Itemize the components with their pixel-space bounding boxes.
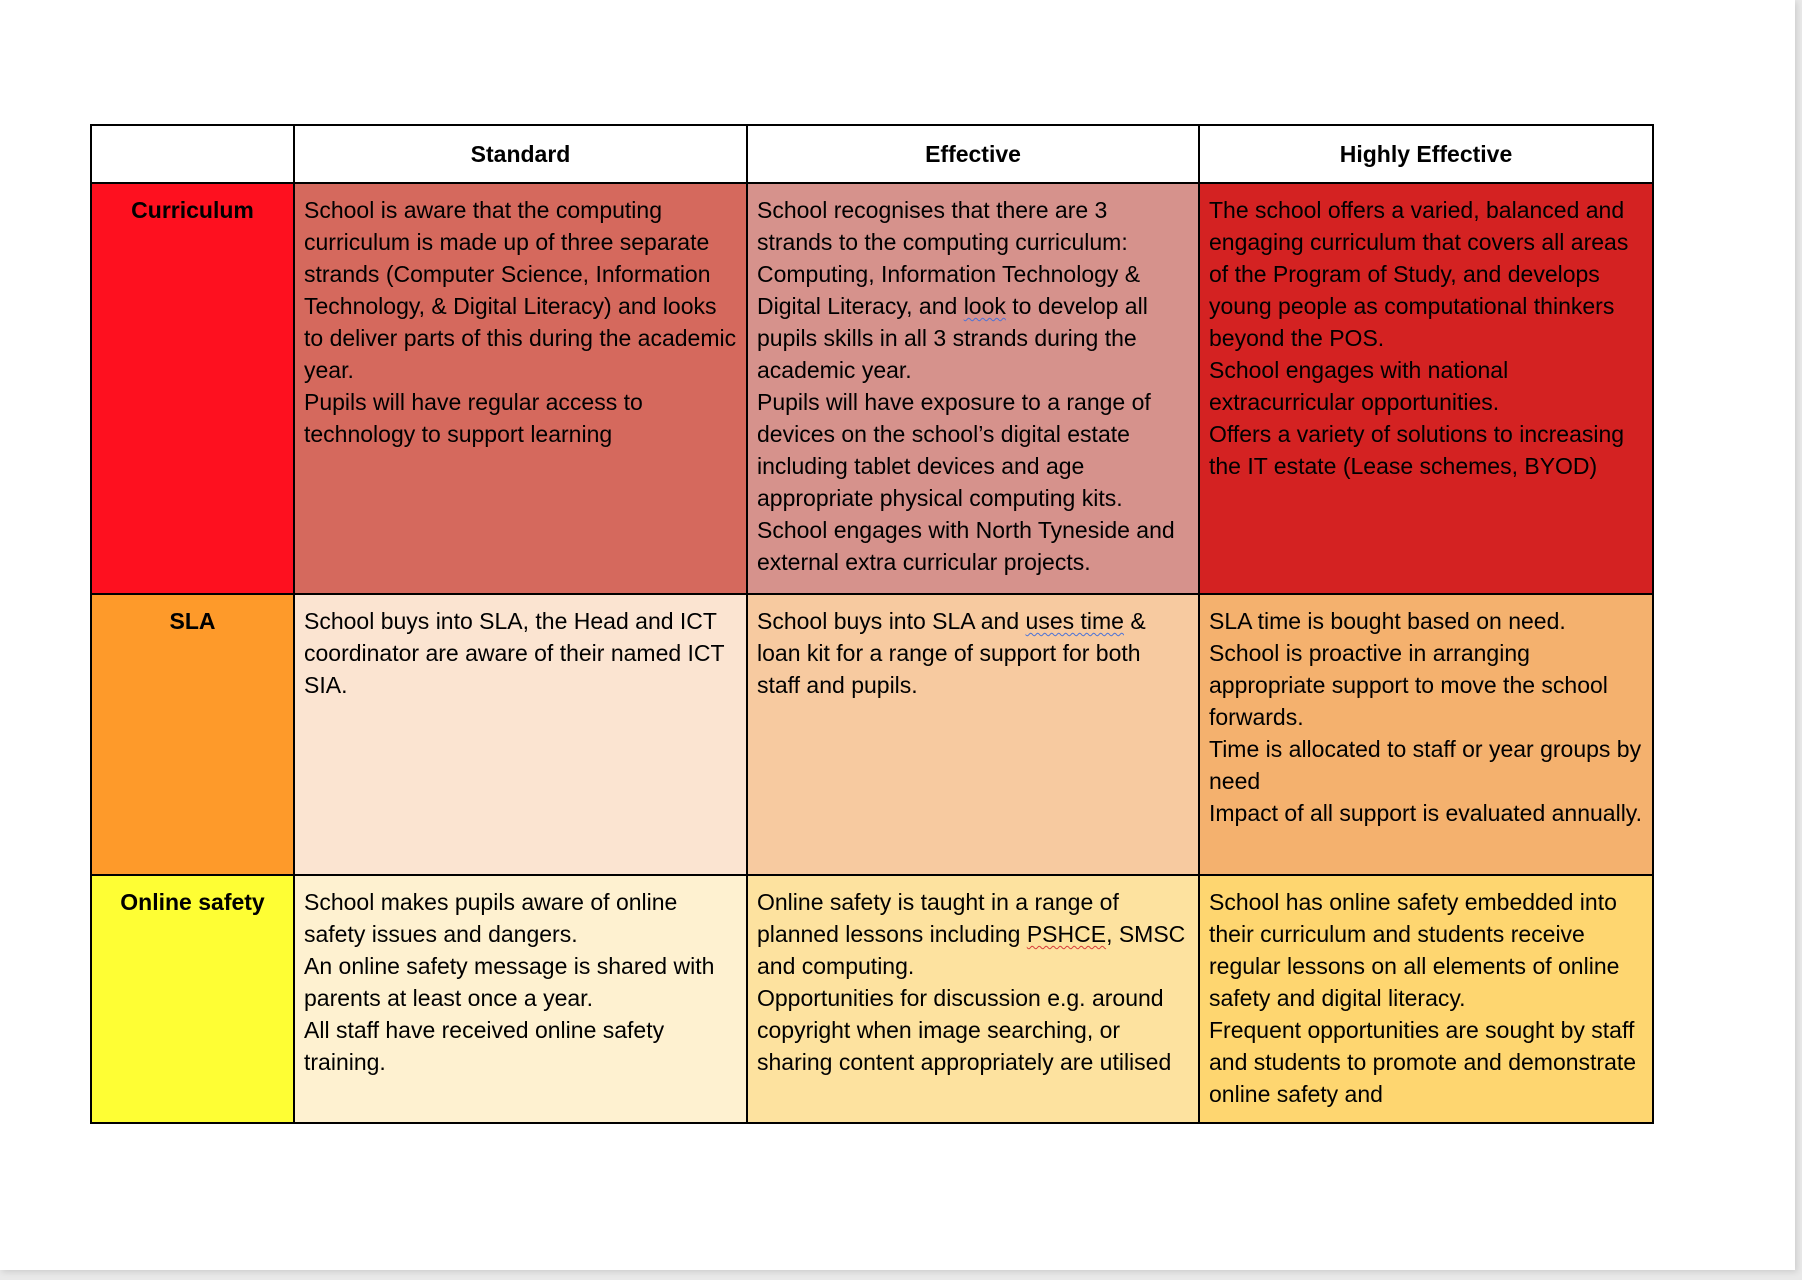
- text-run: School buys into SLA and: [757, 608, 1026, 634]
- cell-online-safety-effective[interactable]: [747, 875, 1199, 1123]
- cell-paragraph: Pupils will have regular access to technology to support learning: [304, 389, 643, 447]
- cell-paragraph: School has online safety embedded into their curriculum and students receive regular lessons on all elements of online safety and digital literacy.: [1209, 889, 1620, 1011]
- cell-paragraph: [757, 886, 1189, 982]
- cell-paragraph: Offers a variety of solutions to increasing the IT estate (Lease schemes, BYOD): [1209, 421, 1625, 479]
- cell-paragraph: Pupils will have exposure to a range of devices on the school’s digital estate including tablet devices and age appropriate physical computing kits.: [757, 389, 1151, 511]
- cell-paragraph: An online safety message is shared with parents at least once a year.: [304, 953, 715, 1011]
- cell-paragraph: School is proactive in arranging appropriate support to move the school forwards.: [1209, 640, 1608, 730]
- row-label-text: SLA: [169, 608, 216, 634]
- cell-paragraph: Frequent opportunities are sought by staff and students to promote and demonstrate online safety and: [1209, 1017, 1637, 1107]
- cell-online-safety-highly-effective[interactable]: [1199, 875, 1653, 1123]
- cell-paragraph: [757, 605, 1189, 701]
- cell-paragraph: School makes pupils aware of online safety issues and dangers.: [304, 889, 678, 947]
- cell-paragraph: [757, 194, 1189, 386]
- row-label-online-safety[interactable]: [91, 875, 294, 1123]
- text-run: Online safety is taught in a range of planned lessons including: [757, 889, 1119, 947]
- header-effective[interactable]: Effective: [747, 125, 1199, 183]
- spelling-flagged-word[interactable]: PSHCE: [1026, 921, 1107, 947]
- cell-paragraph: School is aware that the computing curriculum is made up of three separate strands (Computer Science, Information Technology, & Digital Literacy) and looks to deliver parts of this during the academic year.: [304, 197, 737, 383]
- grammar-flagged-word[interactable]: uses time: [1025, 608, 1124, 634]
- row-label-sla[interactable]: [91, 594, 294, 875]
- text-run: School recognises that there are 3 strands to the computing curriculum: Computing, Information Technology & Digital Literacy, and: [757, 197, 1141, 319]
- cell-curriculum-highly-effective[interactable]: [1199, 183, 1653, 594]
- row-label-curriculum[interactable]: [91, 183, 294, 594]
- grammar-flagged-word[interactable]: look: [963, 293, 1006, 319]
- cell-paragraph: School engages with North Tyneside and external extra curricular projects.: [757, 517, 1175, 575]
- cell-sla-standard[interactable]: [294, 594, 747, 875]
- cell-paragraph: SLA time is bought based on need.: [1209, 608, 1566, 634]
- cell-curriculum-effective[interactable]: [747, 183, 1199, 594]
- cell-online-safety-standard[interactable]: [294, 875, 747, 1123]
- cell-sla-highly-effective[interactable]: [1199, 594, 1653, 875]
- cell-curriculum-standard[interactable]: [294, 183, 747, 594]
- cell-paragraph: Time is allocated to staff or year groups by need: [1209, 736, 1642, 794]
- rubric-table: [90, 124, 1654, 1124]
- header-corner-cell[interactable]: [91, 125, 294, 183]
- row-label-text: Curriculum: [131, 197, 254, 223]
- cell-paragraph: The school offers a varied, balanced and engaging curriculum that covers all areas of the Program of Study, and develops young people as computational thinkers beyond the POS.: [1209, 197, 1629, 351]
- cell-paragraph: Opportunities for discussion e.g. around copyright when image searching, or sharing content appropriately are utilised: [757, 985, 1172, 1075]
- text-run: to develop all pupils skills in all 3 strands during the academic year.: [757, 293, 1148, 383]
- cell-paragraph: Impact of all support is evaluated annually.: [1209, 800, 1642, 826]
- cell-sla-effective[interactable]: [747, 594, 1199, 875]
- table-row-sla: [91, 594, 1653, 875]
- table-row-online-safety: [91, 875, 1653, 1123]
- table-row-curriculum: [91, 183, 1653, 594]
- row-label-text: Online safety: [120, 889, 265, 915]
- header-row: [91, 125, 1653, 183]
- cell-paragraph: School engages with national extracurricular opportunities.: [1209, 357, 1509, 415]
- header-highly-effective[interactable]: Highly Effective: [1199, 125, 1653, 183]
- cell-paragraph: All staff have received online safety training.: [304, 1017, 665, 1075]
- text-run: , SMSC and computing.: [757, 921, 1186, 979]
- cell-paragraph: School buys into SLA, the Head and ICT coordinator are aware of their named ICT SIA.: [304, 608, 725, 698]
- header-standard[interactable]: Standard: [294, 125, 747, 183]
- text-run: & loan kit for a range of support for both staff and pupils.: [757, 608, 1146, 698]
